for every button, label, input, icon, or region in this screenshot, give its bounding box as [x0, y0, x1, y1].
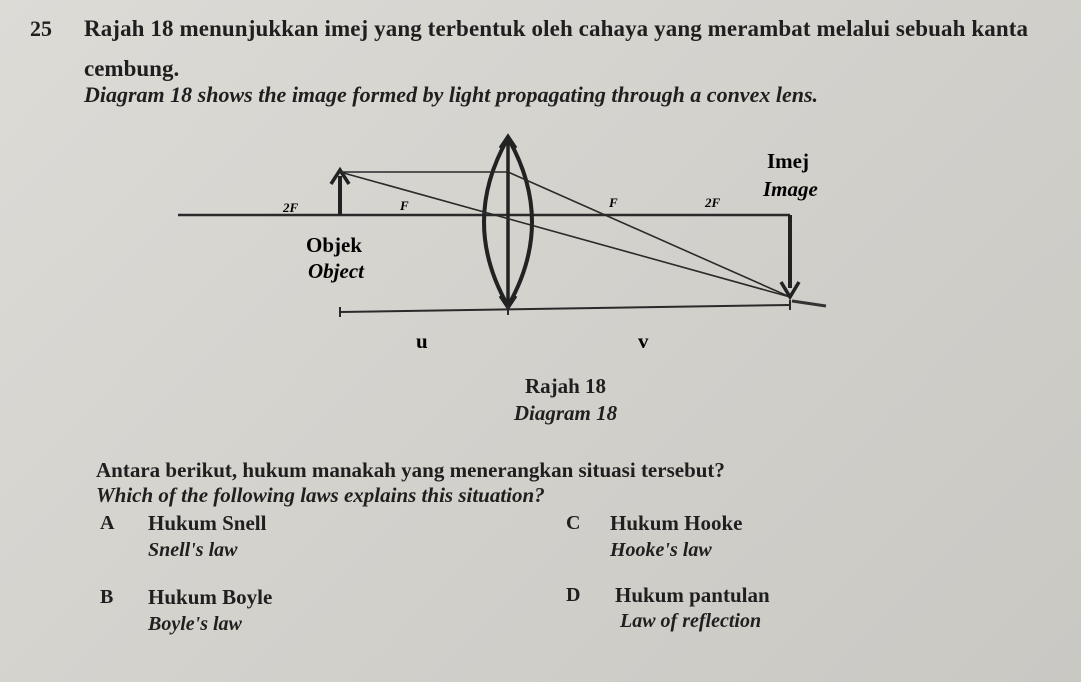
label-object-malay: Objek [306, 233, 363, 257]
label-f-left: F [400, 198, 409, 213]
diagram-caption-malay: Rajah 18 [524, 374, 607, 398]
option-b-letter: B [100, 586, 114, 608]
label-u: u [416, 329, 428, 353]
option-c-english: Hooke's law [610, 539, 712, 561]
option-a-letter: A [100, 512, 115, 534]
option-d-malay: Hukum pantulan [615, 583, 770, 607]
question-text-english: Diagram 18 shows the image formed by light propagating through a convex lens. [84, 82, 819, 107]
prompt-english: Which of the following laws explains this situation? [96, 483, 545, 507]
option-d-english: Law of reflection [620, 610, 762, 632]
diagram-caption-english: Diagram 18 [513, 401, 618, 425]
question-number: 25 [30, 16, 52, 41]
option-b-english: Boyle's law [148, 613, 242, 635]
label-v: v [638, 329, 649, 353]
option-c-letter: C [566, 512, 581, 534]
label-2f-left: 2F [283, 200, 299, 215]
question-text-malay-line2: cembung. [84, 56, 180, 81]
label-2f-right: 2F [705, 195, 721, 210]
option-a-english: Snell's law [148, 539, 238, 561]
refracted-ray [508, 172, 790, 297]
option-b-malay: Hukum Boyle [148, 585, 273, 609]
option-a-malay: Hukum Snell [148, 511, 267, 535]
distance-line [340, 305, 790, 312]
label-object-english: Object [308, 259, 364, 283]
question-text-malay-line1: Rajah 18 menunjukkan imej yang terbentuk oleh cahaya yang merambat melalui sebuah kanta [84, 16, 1029, 41]
option-d-letter: D [566, 584, 581, 606]
option-c-malay: Hukum Hooke [610, 511, 743, 535]
image-tail-mark [792, 301, 826, 306]
central-ray [340, 172, 790, 297]
prompt-malay: Antara berikut, hukum manakah yang menerangkan situasi tersebut? [96, 458, 725, 482]
label-image-malay: Imej [767, 149, 809, 173]
label-image-english: Image [763, 177, 818, 201]
label-f-right: F [609, 195, 618, 210]
